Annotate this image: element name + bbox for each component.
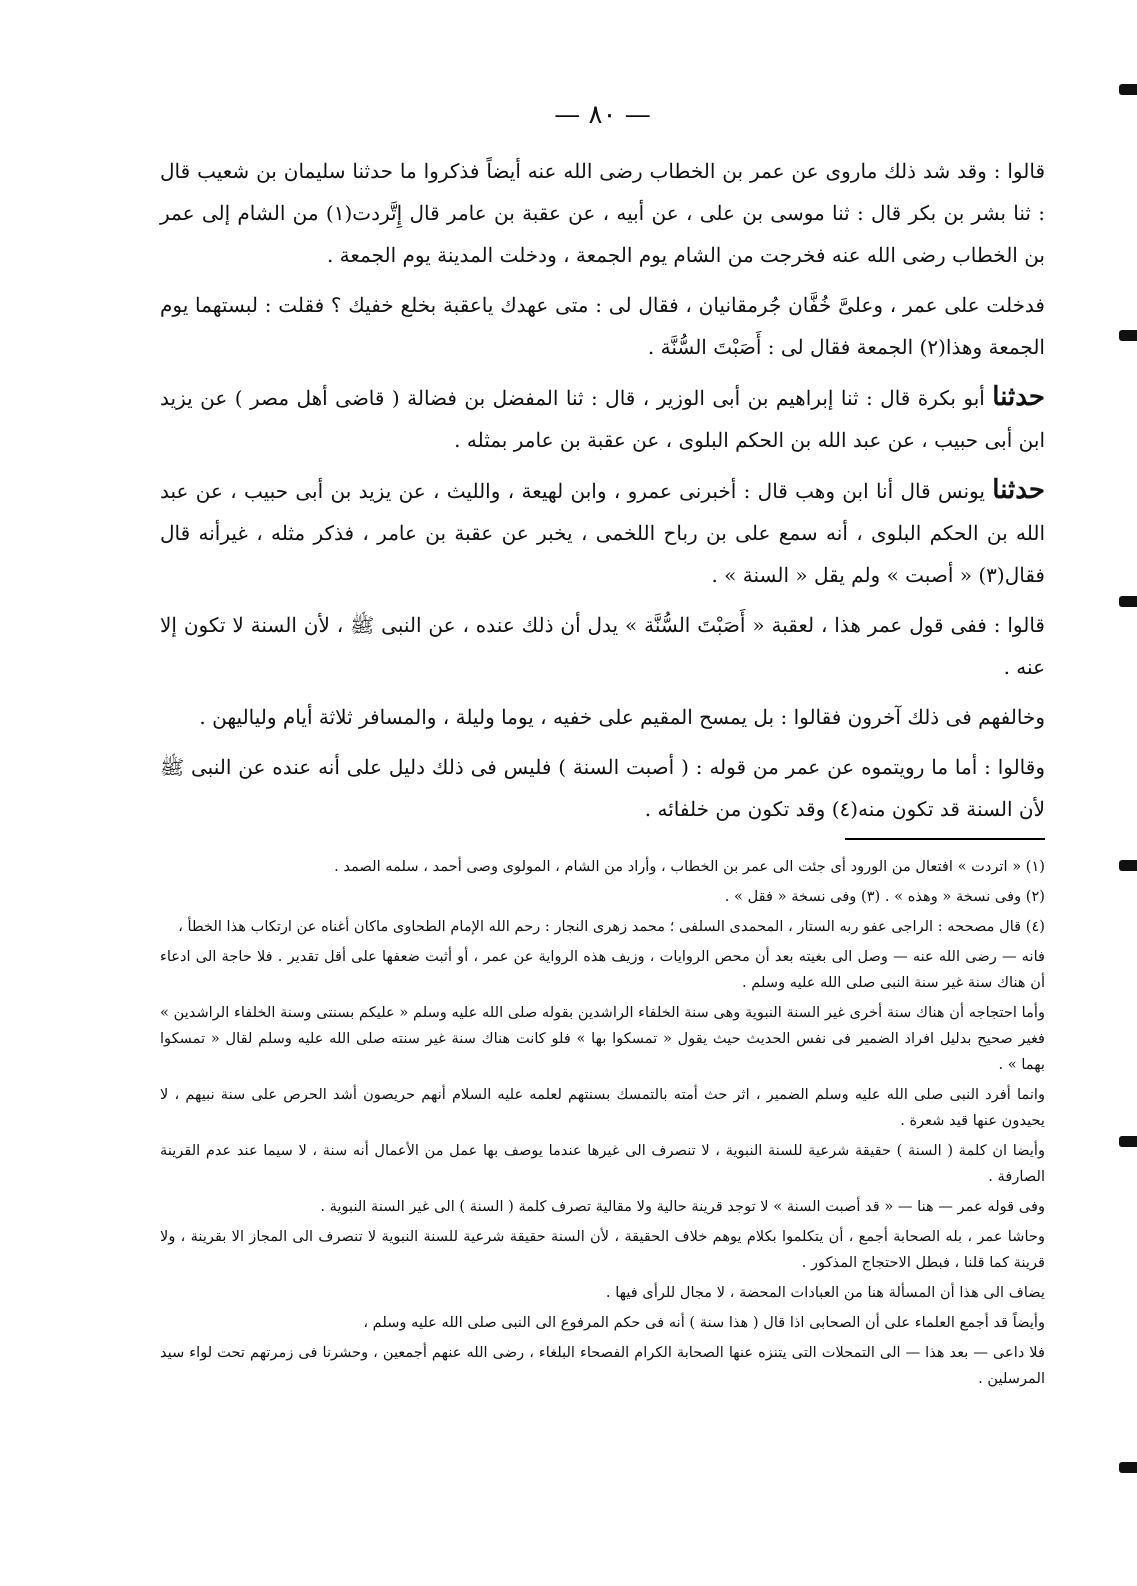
page-number: — ٨٠ — (554, 100, 651, 130)
paragraph-text: فدخلت على عمر ، وعلىَّ خُفَّان جُرمقانيان ، فقال لى : متى عهدك ياعقبة بخلع خفيك ؟ فقلت : لبستهما يوم الجمعة وهذا(٢) الجمعة فقال لى : أَصَبْتَ السُّنَّة . (160, 293, 1045, 359)
book-page (160, 100, 1045, 1396)
page-edge-mark (1119, 860, 1137, 871)
page-edge-mark (1119, 1136, 1137, 1147)
footnote: وفى قوله عمر — هنا — « قد أصبت السنة » لا توجد قرينة حالية ولا مقالية تصرف كلمة ( السنة ) الى غير السنة النبوية . (320, 1198, 1045, 1215)
paragraph (160, 604, 1045, 688)
paragraph (160, 469, 1045, 596)
footnote: (١) « اتردت » افتعال من الورود أى جئت الى عمر بن الخطاب ، وأراد من الشام ، المولوى وصى أحمد ، سلمه الصمد . (334, 858, 1045, 875)
footnote: (٢) وفى نسخة « وهذه » . (٣) وفى نسخة « فقل » . (724, 888, 1045, 905)
page-edge-mark (1119, 596, 1137, 607)
footnote-divider (845, 838, 1045, 840)
footnote: فانه — رضى الله عنه — وصل الى بغيته بعد أن محص الروايات ، وزيف هذه الرواية عن عمر ، أو أثبت ضعفها على أقل تقدير . فلا حاجة الى ادعاء أن هناك سنة غير سنة النبى صلى الله عليه وسلم . (160, 948, 1045, 991)
paragraph (160, 746, 1045, 830)
footnote: وأيضا ان كلمة ( السنة ) حقيقة شرعية للسنة النبوية ، لا تنصرف الى غيرها عندما يوصف بها عمل من الأعمال أنه سنة ، لا سيما عند عدم القرينة الصارفة . (160, 1142, 1045, 1185)
footnote: وأما احتجاجه أن هناك سنة أخرى غير السنة النبوية وهى سنة الخلفاء الراشدين بقوله صلى الله عليه وسلم « عليكم بسنتى وسنة الخلفاء الراشدين » فغير صحيح بدليل افراد الضمير فى نفس الحديث حيث يقول « تمسكوا بها » فلو كانت هناك سنة غير سنته صلى الله عليه وسلم لقال « تمسكوا بهما » . (160, 1004, 1045, 1073)
paragraph (160, 284, 1045, 368)
footnotes (160, 854, 1045, 1392)
footnote: وحاشا عمر ، بله الصحابة أجمع ، أن يتكلموا بكلام يوهم خلاف الحقيقة ، لأن السنة حقيقة شرعية للسنة النبوية لا تنصرف الى المجاز الا بقرينة ، ولا قرينة كما قلنا ، فبطل الاحتجاج المذكور . (160, 1228, 1045, 1271)
paragraph-lead-word: حدثنا (992, 475, 1045, 505)
page-edge-mark (1119, 1462, 1137, 1473)
footnote: وأيضاً قد أجمع العلماء على أن الصحابى اذا قال ( هذا سنة ) أنه فى حكم المرفوع الى النبى صلى الله عليه وسلم ، (363, 1314, 1045, 1331)
paragraph-text: قالوا : ففى قول عمر هذا ، لعقبة « أَصَبْتَ السُّنَّة » يدل أن ذلك عنده ، عن النبى ﷺ ، لأن السنة لا تكون إلا عنه . (160, 613, 1045, 679)
page-edge-mark (1119, 330, 1137, 341)
footnote: فلا داعى — بعد هذا — الى التمحلات التى يتنزه عنها الصحابة الكرام الفصحاء البلغاء ، رضى الله عنهم أجمعين ، وحشرنا فى زمرتهم تحت لواء سيد المرسلين . (160, 1344, 1045, 1387)
page-edge-mark (1119, 84, 1137, 95)
paragraph (160, 150, 1045, 276)
paragraph (160, 696, 1045, 738)
main-text (160, 150, 1045, 830)
paragraph-text: أبو بكرة قال : ثنا إبراهيم بن أبى الوزير ، قال : ثنا المفضل بن فضالة ( قاضى أهل مصر ) عن يزيد ابن أبى حبيب ، عن عبد الله بن الحكم البلوى ، عن عقبة بن عامر بمثله . (160, 386, 1045, 452)
paragraph-text: يونس قال أنا ابن وهب قال : أخبرنى عمرو ، وابن لهيعة ، والليث ، عن يزيد بن أبى حبيب ، عن عبد الله بن الحكم البلوى ، أنه سمع على بن رباح اللخمى ، يخبر عن عقبة بن عامر ، فذكر مثله ، غيرأنه قال فقال(٣) « أصبت » ولم يقل « السنة » . (160, 479, 1045, 587)
footnote: يضاف الى هذا أن المسألة هنا من العبادات المحضة ، لا مجال للرأى فيها . (605, 1284, 1045, 1301)
footnote: وانما أفرد النبى صلى الله عليه وسلم الضمير ، اثر حث أمته بالتمسك بسنتهم لعلمه عليه السلام أنهم حريصون أشد الحرص على سنة نبيهم ، لا يحيدون عنها قيد شعرة . (160, 1086, 1045, 1129)
paragraph-text: قالوا : وقد شد ذلك ماروى عن عمر بن الخطاب رضى الله عنه أيضاً فذكروا ما حدثنا سليمان بن شعيب قال : ثنا بشر بن بكر قال : ثنا موسى بن على ، عن أبيه ، عن عقبة بن عامر قال إِتَّردت(١) من الشام إلى عمر بن الخطاب رضى الله عنه فخرجت من الشام يوم الجمعة ، ودخلت المدينة يوم الجمعة . (160, 159, 1045, 267)
paragraph-lead-word: حدثنا (992, 382, 1045, 412)
paragraph (160, 376, 1045, 461)
paragraph-text: وخالفهم فى ذلك آخرون فقالوا : بل يمسح المقيم على خفيه ، يوما وليلة ، والمسافر ثلاثة أيام ولياليهن . (199, 705, 1045, 729)
paragraph-text: وقالوا : أما ما رويتموه عن عمر من قوله : ( أصبت السنة ) فليس فى ذلك دليل على أنه عنده عن النبى ﷺ لأن السنة قد تكون منه(٤) وقد تكون من خلفائه . (160, 755, 1045, 821)
footnote: (٤) قال مصححه : الراجى عفو ربه الستار ، المحمدى السلفى ؛ محمد زهرى النجار : رحم الله الإمام الطحاوى ماكان أغناه عن ارتكاب هذا الخطأ ، (178, 918, 1045, 935)
